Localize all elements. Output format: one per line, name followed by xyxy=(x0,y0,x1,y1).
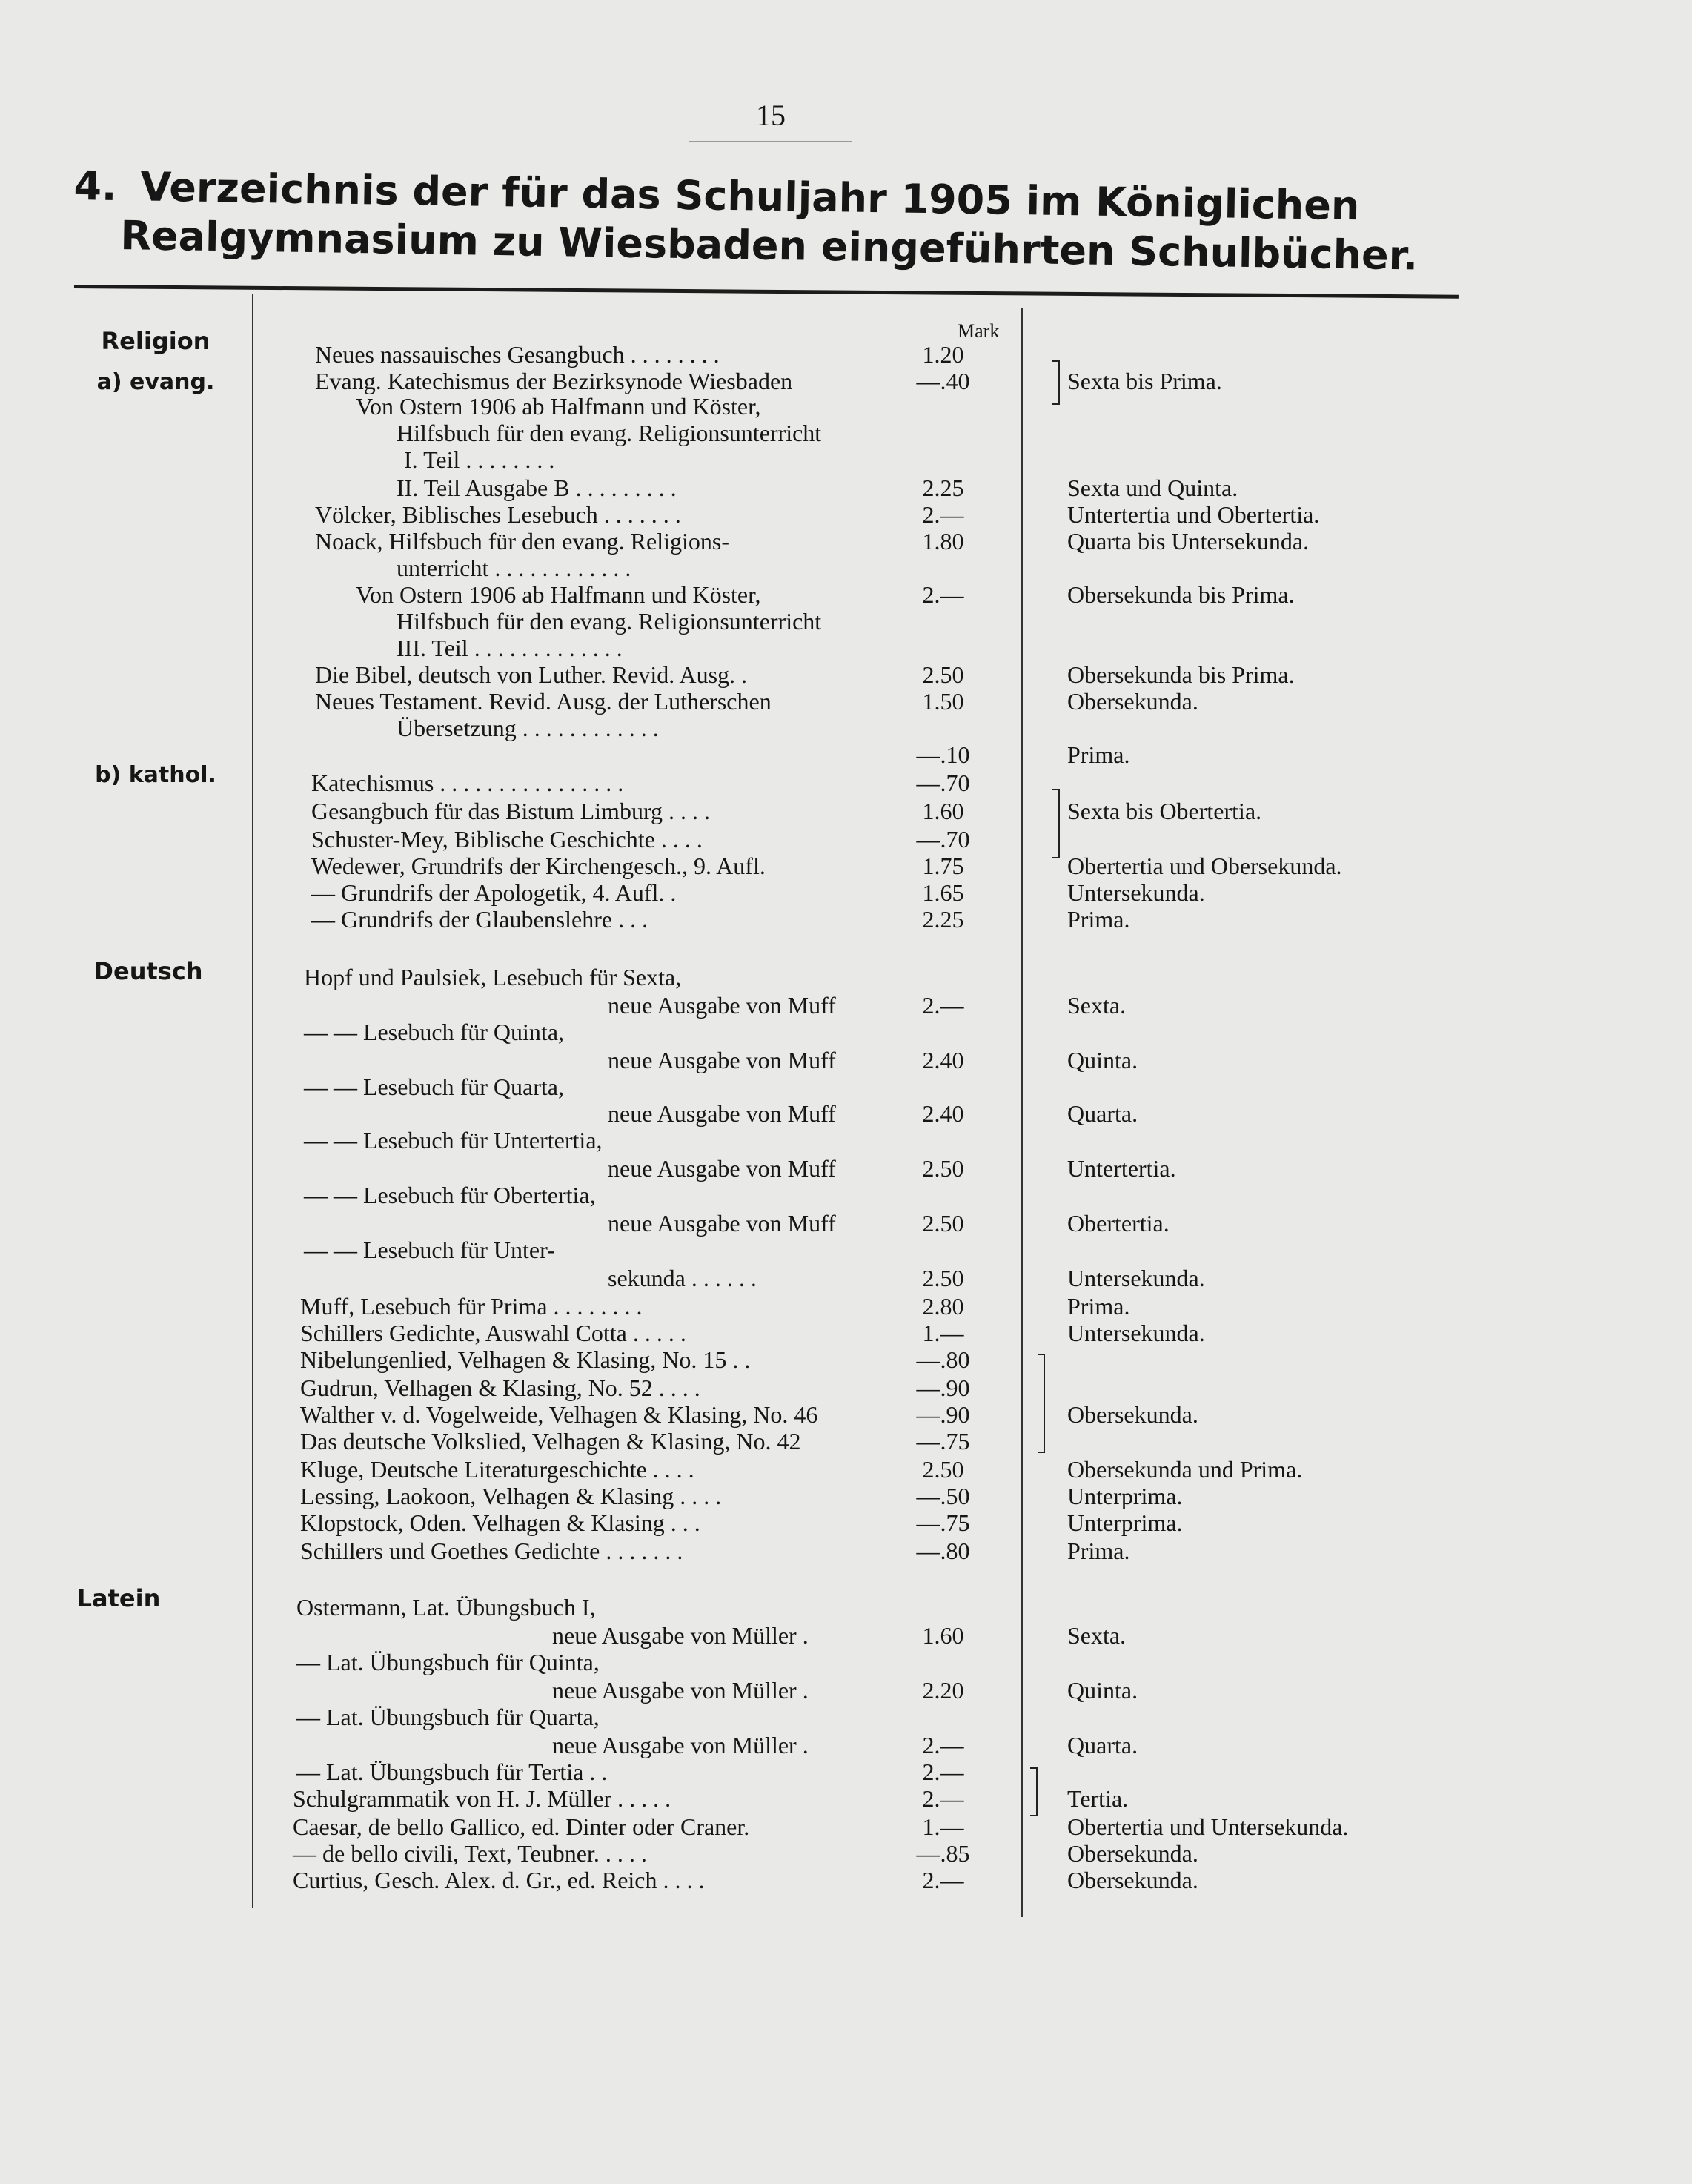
book-classes: Unterprima. xyxy=(1067,1483,1183,1509)
book-title: Katechismus . . . . . . . . . . . . . . . . xyxy=(311,770,624,796)
book-title: Evang. Katechismus der Bezirksynode Wiesbaden xyxy=(315,368,793,394)
book-title: Neues Testament. Revid. Ausg. der Lutherschen xyxy=(315,688,772,715)
book-price: 2.— xyxy=(922,992,964,1019)
book-title: II. Teil Ausgabe B . . . . . . . . . xyxy=(397,474,677,501)
book-title: — — Lesebuch für Unter- xyxy=(304,1237,555,1263)
book-classes: Sexta bis Prima. xyxy=(1067,368,1222,394)
book-price: 2.— xyxy=(922,1785,964,1812)
book-title: neue Ausgabe von Muff xyxy=(608,992,836,1019)
book-title: Nibelungenlied, Velhagen & Klasing, No. 15 . . xyxy=(300,1346,751,1373)
book-classes: Prima. xyxy=(1067,741,1130,768)
book-price: —.70 xyxy=(916,826,970,853)
book-price: 2.— xyxy=(922,1758,964,1785)
book-title: — Grundrifs der Glaubenslehre . . . xyxy=(311,906,648,933)
book-classes: Obersekunda. xyxy=(1067,688,1198,715)
book-price: 2.50 xyxy=(922,1210,964,1237)
book-classes: Untertertia. xyxy=(1067,1155,1176,1182)
book-price: —.10 xyxy=(916,741,970,768)
book-classes: Quinta. xyxy=(1067,1677,1138,1704)
title-number: 4. xyxy=(73,162,118,210)
group-brace xyxy=(1052,789,1060,858)
price-column-header: Mark xyxy=(958,320,1000,342)
book-title: Völcker, Biblisches Lesebuch . . . . . . . xyxy=(315,501,681,528)
book-price: —.90 xyxy=(916,1401,970,1428)
book-classes: Sexta und Quinta. xyxy=(1067,474,1238,501)
book-price: 1.60 xyxy=(922,1622,964,1649)
page-number-rule xyxy=(689,141,852,142)
book-price: 1.— xyxy=(922,1813,964,1840)
subject-deutsch: Deutsch xyxy=(93,957,203,985)
book-price: 2.— xyxy=(922,1867,964,1893)
book-price: 2.50 xyxy=(922,1155,964,1182)
book-title: neue Ausgabe von Muff xyxy=(608,1047,836,1073)
book-classes: Untertertia und Obertertia. xyxy=(1067,501,1320,528)
book-price: 1.50 xyxy=(922,688,964,715)
book-price: 1.75 xyxy=(922,853,964,879)
book-price: 1.— xyxy=(922,1320,964,1346)
book-title: Muff, Lesebuch für Prima . . . . . . . . xyxy=(300,1293,643,1320)
book-classes: Obersekunda bis Prima. xyxy=(1067,661,1295,688)
subject-latein: Latein xyxy=(76,1584,161,1612)
book-title: — Lat. Übungsbuch für Tertia . . xyxy=(296,1758,608,1785)
book-title: Von Ostern 1906 ab Halfmann und Köster, xyxy=(356,393,761,420)
book-title: — — Lesebuch für Quarta, xyxy=(304,1073,564,1100)
book-classes: Obersekunda. xyxy=(1067,1840,1198,1867)
book-classes: Obersekunda und Prima. xyxy=(1067,1456,1303,1483)
book-title: III. Teil . . . . . . . . . . . . . xyxy=(397,635,623,661)
book-title: Kluge, Deutsche Literaturgeschichte . . . . xyxy=(300,1456,694,1483)
book-title: Ostermann, Lat. Übungsbuch I, xyxy=(296,1594,596,1621)
book-title: Neues nassauisches Gesangbuch . . . . . . . . xyxy=(315,341,720,368)
book-title: neue Ausgabe von Muff xyxy=(608,1210,836,1237)
book-price: 1.65 xyxy=(922,879,964,906)
header-rule xyxy=(74,285,1459,299)
book-price: —.85 xyxy=(916,1840,970,1867)
book-price: 2.50 xyxy=(922,1265,964,1291)
book-title: Hilfsbuch für den evang. Religionsunterricht xyxy=(397,608,822,635)
book-title: Das deutsche Volkslied, Velhagen & Klasing, No. 42 xyxy=(300,1428,801,1455)
book-title: Schulgrammatik von H. J. Müller . . . . . xyxy=(293,1785,671,1812)
book-price: 2.25 xyxy=(922,906,964,933)
book-title: — Grundrifs der Apologetik, 4. Aufl. . xyxy=(311,879,677,906)
book-price: 1.20 xyxy=(922,341,964,368)
book-classes: Sexta. xyxy=(1067,1622,1127,1649)
book-title: — — Lesebuch für Quinta, xyxy=(304,1019,565,1045)
book-title: Von Ostern 1906 ab Halfmann und Köster, xyxy=(356,581,761,608)
book-classes: Prima. xyxy=(1067,1538,1130,1564)
book-title: Noack, Hilfsbuch für den evang. Religions- xyxy=(315,528,729,555)
book-classes: Quarta. xyxy=(1067,1100,1138,1127)
book-classes: Obertertia und Obersekunda. xyxy=(1067,853,1342,879)
book-price: 1.80 xyxy=(922,528,964,555)
book-price: 2.— xyxy=(922,1732,964,1758)
book-price: 2.80 xyxy=(922,1293,964,1320)
book-price: 2.40 xyxy=(922,1100,964,1127)
book-classes: Quarta. xyxy=(1067,1732,1138,1758)
book-title: Schillers und Goethes Gedichte . . . . . . . xyxy=(300,1538,683,1564)
book-title: — — Lesebuch für Obertertia, xyxy=(304,1182,596,1208)
book-classes: Obersekunda. xyxy=(1067,1401,1198,1428)
book-title: sekunda . . . . . . xyxy=(608,1265,757,1291)
book-title: I. Teil . . . . . . . . xyxy=(404,446,555,473)
book-title: — Lat. Übungsbuch für Quinta, xyxy=(296,1649,600,1675)
book-title: Caesar, de bello Gallico, ed. Dinter oder Craner. xyxy=(293,1813,750,1840)
book-classes: Obertertia und Untersekunda. xyxy=(1067,1813,1349,1840)
book-title: neue Ausgabe von Müller . xyxy=(552,1622,809,1649)
book-title: unterricht . . . . . . . . . . . . xyxy=(397,555,631,581)
book-title: — de bello civili, Text, Teubner. . . . . xyxy=(293,1840,647,1867)
book-title: Schuster-Mey, Biblische Geschichte . . . . xyxy=(311,826,703,853)
book-title: Wedewer, Grundrifs der Kirchengesch., 9. Aufl. xyxy=(311,853,766,879)
page-title xyxy=(73,162,1556,282)
book-classes: Prima. xyxy=(1067,906,1130,933)
book-price: 2.— xyxy=(922,581,964,608)
book-title: Hilfsbuch für den evang. Religionsunterricht xyxy=(397,420,822,446)
book-price: —.50 xyxy=(916,1483,970,1509)
book-classes: Tertia. xyxy=(1067,1785,1129,1812)
book-title: Hopf und Paulsiek, Lesebuch für Sexta, xyxy=(304,964,682,990)
subject-religion-kathol: b) kathol. xyxy=(95,762,216,788)
book-price: —.70 xyxy=(916,770,970,796)
book-title: neue Ausgabe von Müller . xyxy=(552,1732,809,1758)
title-line-2: Realgymnasium zu Wiesbaden eingeführten Schulbücher. xyxy=(119,211,1419,279)
book-classes: Quarta bis Untersekunda. xyxy=(1067,528,1310,555)
book-price: 1.60 xyxy=(922,798,964,824)
group-brace xyxy=(1030,1767,1038,1816)
book-price: —.80 xyxy=(916,1538,970,1564)
book-title: Gudrun, Velhagen & Klasing, No. 52 . . . . xyxy=(300,1374,700,1401)
subject-religion-evang: a) evang. xyxy=(96,369,215,395)
book-classes: Untersekunda. xyxy=(1067,879,1205,906)
subject-religion: Religion xyxy=(101,327,210,355)
book-price: —.40 xyxy=(916,368,970,394)
book-classes: Untersekunda. xyxy=(1067,1320,1205,1346)
book-classes: Obersekunda bis Prima. xyxy=(1067,581,1295,608)
book-title: Übersetzung . . . . . . . . . . . . xyxy=(397,715,659,741)
book-classes: Prima. xyxy=(1067,1293,1130,1320)
book-title: Curtius, Gesch. Alex. d. Gr., ed. Reich . . . . xyxy=(293,1867,705,1893)
book-price: —.90 xyxy=(916,1374,970,1401)
book-classes: Sexta. xyxy=(1067,992,1127,1019)
book-price: 2.25 xyxy=(922,474,964,501)
book-price: 2.20 xyxy=(922,1677,964,1704)
group-brace xyxy=(1038,1354,1045,1453)
page-number: 15 xyxy=(756,99,786,132)
book-classes: Quinta. xyxy=(1067,1047,1138,1073)
book-title: Die Bibel, deutsch von Luther. Revid. Ausg. . xyxy=(315,661,748,688)
book-title: Walther v. d. Vogelweide, Velhagen & Klasing, No. 46 xyxy=(300,1401,818,1428)
title-line-1: Verzeichnis der für das Schuljahr 1905 im Königlichen xyxy=(139,163,1360,230)
group-brace xyxy=(1052,360,1060,405)
book-classes: Unterprima. xyxy=(1067,1509,1183,1536)
book-price: 2.— xyxy=(922,501,964,528)
book-title: Lessing, Laokoon, Velhagen & Klasing . . . . xyxy=(300,1483,722,1509)
book-title: Schillers Gedichte, Auswahl Cotta . . . . . xyxy=(300,1320,686,1346)
book-title: Klopstock, Oden. Velhagen & Klasing . . . xyxy=(300,1509,700,1536)
book-price: —.75 xyxy=(916,1509,970,1536)
book-price: 2.50 xyxy=(922,661,964,688)
book-price: —.80 xyxy=(916,1346,970,1373)
book-title: Gesangbuch für das Bistum Limburg . . . . xyxy=(311,798,711,824)
book-price: 2.50 xyxy=(922,1456,964,1483)
book-title: — — Lesebuch für Untertertia, xyxy=(304,1127,603,1154)
book-classes: Obertertia. xyxy=(1067,1210,1170,1237)
book-classes: Sexta bis Obertertia. xyxy=(1067,798,1262,824)
book-classes: Untersekunda. xyxy=(1067,1265,1205,1291)
book-title: neue Ausgabe von Muff xyxy=(608,1100,836,1127)
book-classes: Obersekunda. xyxy=(1067,1867,1198,1893)
book-title: neue Ausgabe von Müller . xyxy=(552,1677,809,1704)
column-divider-left xyxy=(252,294,253,1908)
book-price: —.75 xyxy=(916,1428,970,1455)
book-price: 2.40 xyxy=(922,1047,964,1073)
book-title: — Lat. Übungsbuch für Quarta, xyxy=(296,1704,600,1730)
book-title: neue Ausgabe von Muff xyxy=(608,1155,836,1182)
column-divider-right xyxy=(1021,308,1023,1917)
